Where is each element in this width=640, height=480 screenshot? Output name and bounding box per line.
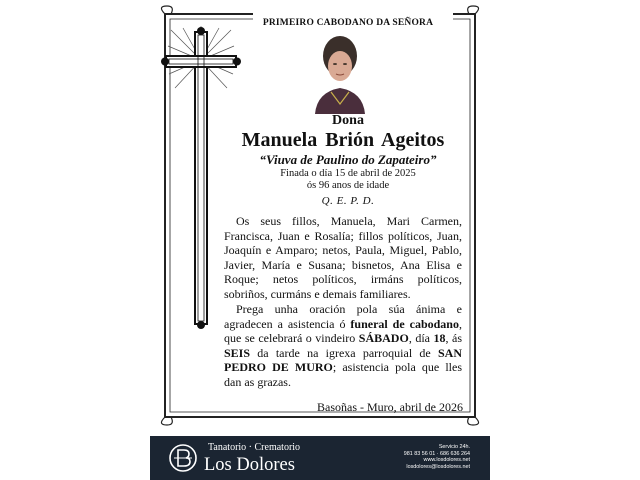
widow-of-line: “Viuva de Paulino do Zapateiro”: [259, 152, 437, 167]
place-date: Basoñas - Muro, abril de 2026: [317, 400, 463, 414]
prayer-text: Prega unha oración pola súa ánima e agradecen a asistencia ó: [224, 302, 462, 331]
prayer-text: , día: [408, 331, 434, 346]
family-paragraph: Os seus fillos, Manuela, Mari Carmen, Francisca, Juan e Rosalía; fillos políticos, Juan, Joaquín e Amparo; netos, Paula, Miguel, Pablo, Javier, María e Susana; bisnetos, Ana Elisa e Roque; netos políticos, irmáns políticos, sobriños, curmáns e demais familiares.: [224, 214, 462, 301]
qepd-text: Q. E. P. D.: [321, 195, 375, 207]
service-hours: Servicio 24h.: [438, 444, 470, 450]
prayer-paragraph: [224, 302, 462, 390]
footer-brand: Los Dolores: [204, 455, 295, 475]
footer-contact: [360, 444, 470, 470]
death-info: [213, 168, 483, 192]
prayer-bold: funeral de cabodano: [350, 316, 459, 331]
death-age: ós 96 anos de idade: [306, 180, 390, 191]
phone-numbers: 981 83 56 01 · 686 636 264: [403, 450, 470, 457]
prayer-bold: SEIS: [224, 345, 251, 360]
prayer-bold: 18: [433, 331, 446, 346]
los-dolores-logo-icon: [168, 443, 198, 473]
prayer-text: , que se celebrará o vindeiro: [224, 316, 462, 346]
prayer-text: ; asistencia pola que lles dan as grazas.: [224, 360, 462, 389]
honorific-title: Dona: [332, 113, 364, 128]
prayer-bold: SAN PEDRO DE MURO: [224, 345, 462, 375]
deceased-name: Manuela Brión Ageitos: [241, 129, 445, 151]
prayer-bold: SÁBADO: [358, 331, 409, 346]
prayer-text: da tarde na igrexa parroquial de: [250, 345, 438, 360]
obituary-card: [153, 2, 487, 429]
deceased-portrait: [311, 32, 369, 114]
death-date: Finada o día 15 de abril de 2025: [280, 168, 416, 179]
email-link[interactable]: losdolores@losdolores.net: [406, 463, 470, 470]
prayer-text: , ás: [445, 331, 462, 346]
footer-subtitle: Tanatorio · Crematorio: [208, 442, 301, 453]
funeral-home-footer: [150, 436, 490, 480]
notice-header: PRIMEIRO CABODANO DA SEÑORA: [262, 18, 434, 28]
website-link[interactable]: www.losdolores.net: [423, 457, 470, 464]
